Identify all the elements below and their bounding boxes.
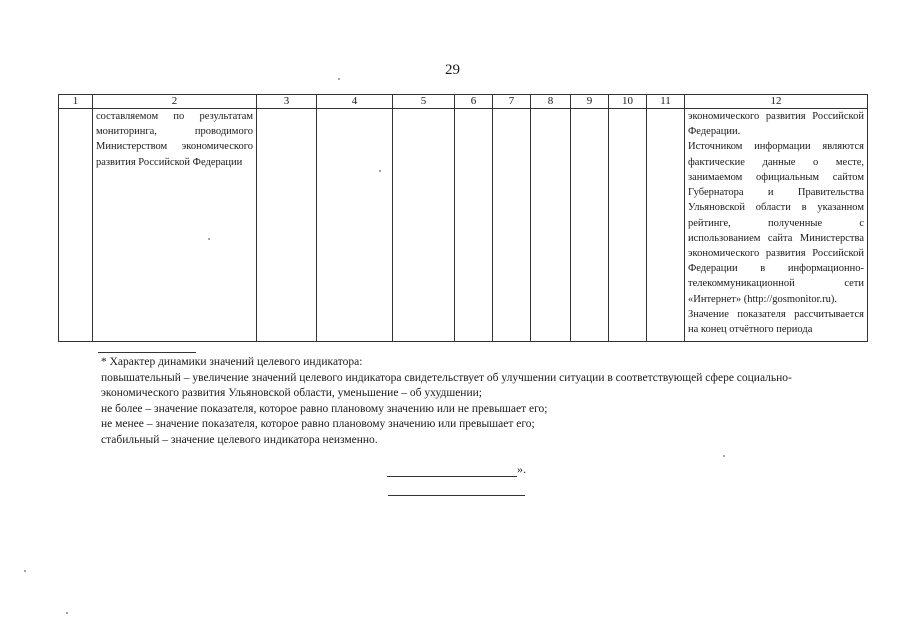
table-cell bbox=[257, 109, 317, 342]
column-header: 8 bbox=[531, 95, 571, 109]
column-header: 5 bbox=[393, 95, 455, 109]
footnote-item: не более – значение показателя, которое равно плановому значению или не превышает его; bbox=[101, 402, 548, 415]
scan-speck bbox=[723, 455, 725, 457]
column-header: 2 bbox=[93, 95, 257, 109]
table-header-row bbox=[59, 95, 868, 109]
footnote-divider bbox=[98, 352, 196, 353]
footnote-item: стабильный – значение целевого индикатора неизменно. bbox=[101, 433, 378, 446]
table-cell bbox=[93, 109, 257, 342]
footnote-title: * Характер динамики значений целевого индикатора: bbox=[101, 356, 363, 368]
footnotes bbox=[58, 355, 858, 448]
table-row bbox=[59, 109, 868, 342]
table-cell bbox=[59, 109, 93, 342]
table-cell bbox=[571, 109, 609, 342]
column-header: 12 bbox=[685, 95, 868, 109]
table-cell bbox=[685, 109, 868, 342]
column-header: 4 bbox=[317, 95, 393, 109]
table-cell bbox=[531, 109, 571, 342]
scan-speck bbox=[66, 612, 68, 614]
column-header: 10 bbox=[609, 95, 647, 109]
methodology-text-2: Источником информации являются фактические данные о месте, занимаемом официальным сайтом Губернатора и Правительства Ульяновской области в указанном рейтинге, полученные с использованием сайта Министерства экономического развития Российской Федерации в информационно-телекоммуникационной сети «Интернет» (http://gosmonitor.ru). bbox=[688, 141, 864, 305]
signature-line bbox=[387, 476, 517, 477]
table-cell bbox=[455, 109, 493, 342]
table-cell bbox=[647, 109, 685, 342]
scan-speck bbox=[24, 570, 26, 572]
page-number: 29 bbox=[445, 62, 460, 78]
column-header: 11 bbox=[647, 95, 685, 109]
closing-quote: ». bbox=[517, 462, 526, 476]
methodology-text-1: экономического развития Российской Федерации. bbox=[688, 111, 864, 138]
column-header: 6 bbox=[455, 95, 493, 109]
table-cell bbox=[317, 109, 393, 342]
table-cell bbox=[393, 109, 455, 342]
column-header: 3 bbox=[257, 95, 317, 109]
footnote-item: не менее – значение показателя, которое равно плановому значению или превышает его; bbox=[101, 418, 535, 430]
column-header: 9 bbox=[571, 95, 609, 109]
scan-speck bbox=[379, 170, 381, 172]
indicator-table bbox=[58, 94, 868, 342]
indicator-description: составляемом по результатам мониторинга, проводимого Министерством экономического развития Российской Федерации bbox=[96, 111, 253, 168]
signature-line bbox=[388, 495, 525, 496]
footnote-item: повышательный – увеличение значений целевого индикатора свидетельствует об улучшении ситуации в соответствующей сфере социально-экономического развития Ульяновской области, уменьшение – об ухудшении; bbox=[101, 371, 792, 399]
column-header: 1 bbox=[59, 95, 93, 109]
table-cell bbox=[609, 109, 647, 342]
methodology-text-3: Значение показателя рассчитывается на конец отчётного периода bbox=[688, 308, 864, 336]
scan-speck bbox=[208, 238, 210, 240]
column-header: 7 bbox=[493, 95, 531, 109]
scan-speck bbox=[338, 78, 340, 80]
table-cell bbox=[493, 109, 531, 342]
